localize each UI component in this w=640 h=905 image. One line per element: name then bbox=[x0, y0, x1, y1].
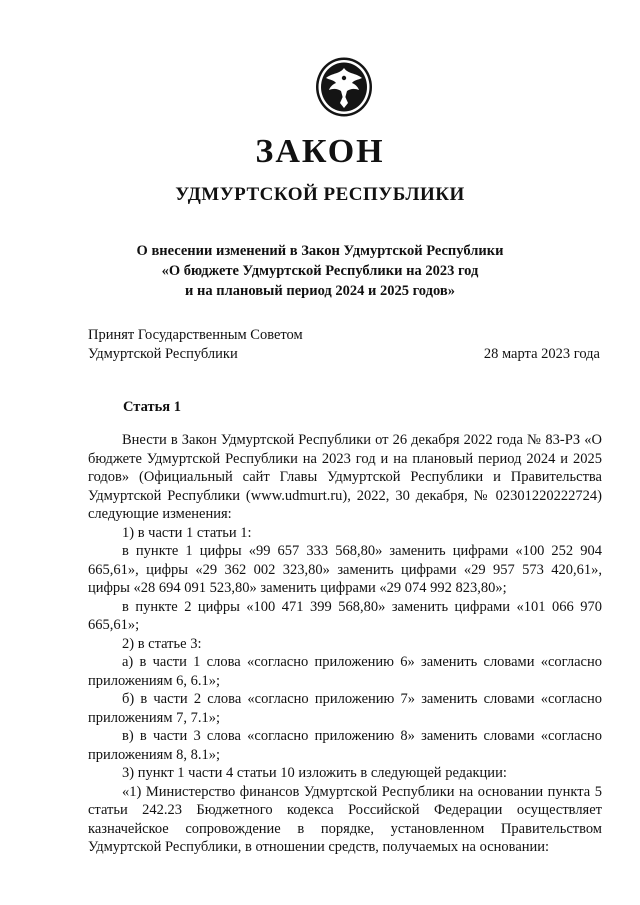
document-subtitle: УДМУРТСКОЙ РЕСПУБЛИКИ bbox=[175, 184, 465, 205]
law-heading bbox=[0, 241, 640, 301]
article-paragraph: Внести в Закон Удмуртской Республики от 26 декабря 2022 года № 83-РЗ «О бюджете Удмуртской Республики на 2023 год и на плановый период 2024 и 2025 годов» (Официальный сайт Главы Удмуртской Республики и Правительства Удмуртской Республики (www.udmurt.ru), 2022, 30 декабря, № 02301220222724) следующие изменения: bbox=[88, 432, 602, 522]
law-heading-line: О внесении изменений в Закон Удмуртской Республики bbox=[136, 243, 504, 259]
law-heading-line: «О бюджете Удмуртской Республики на 2023 год bbox=[161, 263, 479, 279]
adoption-line: Принят Государственным Советом bbox=[88, 327, 303, 343]
article-paragraph: в) в части 3 слова «согласно приложению 8» заменить словами «согласно приложениям 8, 8.1»; bbox=[88, 728, 602, 763]
document-title: ЗАКОН bbox=[255, 133, 385, 170]
article-body bbox=[88, 431, 602, 857]
article-paragraph: 3) пункт 1 части 4 статьи 10 изложить в следующей редакции: bbox=[122, 765, 507, 781]
article-paragraph: в пункте 2 цифры «100 471 399 568,80» заменить цифрами «101 066 970 665,61»; bbox=[88, 598, 602, 633]
article-paragraph: а) в части 1 слова «согласно приложению 6» заменить словами «согласно приложениям 6, 6.1»; bbox=[88, 654, 602, 689]
article-paragraph: «1) Министерство финансов Удмуртской Республики на основании пункта 5 статьи 242.23 Бюджетного кодекса Российской Федерации осуществляет казначейское сопровождение в порядке, установленном Правительством Удмуртской Республики, в отношении средств, получаемых на основании: bbox=[88, 783, 602, 855]
adoption-line: Удмуртской Республики bbox=[88, 346, 238, 362]
article-paragraph: в пункте 1 цифры «99 657 333 568,80» заменить цифрами «100 252 904 665,61», цифры «29 362 002 323,80» заменить цифрами «29 957 573 420,61», цифры «28 694 091 523,80» заменить цифрами «29 074 992 823,80»; bbox=[88, 543, 602, 596]
article-paragraph: б) в части 2 слова «согласно приложению 7» заменить словами «согласно приложениям 7, 7.1»; bbox=[88, 691, 602, 726]
law-heading-line: и на плановый период 2024 и 2025 годов» bbox=[185, 283, 455, 299]
udmurtia-coat-of-arms-icon bbox=[314, 56, 374, 118]
article-paragraph: 2) в статье 3: bbox=[122, 635, 202, 652]
article-paragraph: 1) в части 1 статьи 1: bbox=[122, 524, 252, 541]
adoption-date: 28 марта 2023 года bbox=[483, 346, 600, 362]
article-title: Статья 1 bbox=[123, 399, 181, 415]
adoption-statement bbox=[88, 326, 303, 364]
